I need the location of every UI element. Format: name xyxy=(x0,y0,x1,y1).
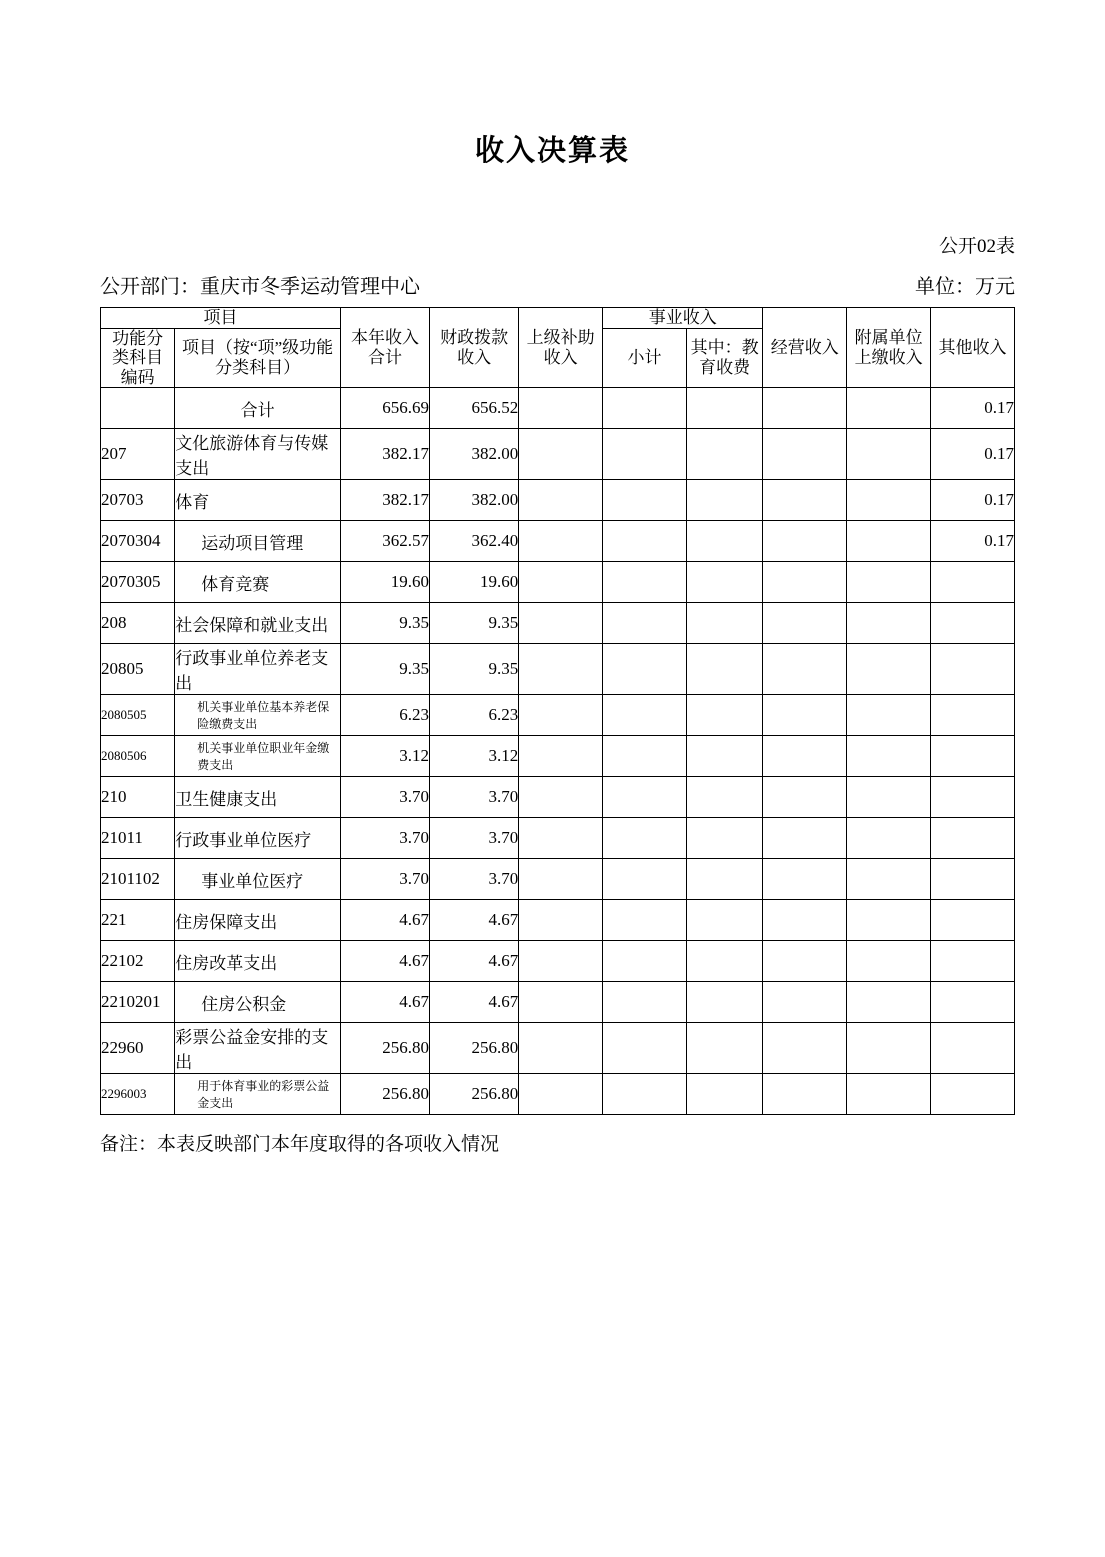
table-row xyxy=(101,480,1015,521)
cell-superior-subsidy xyxy=(519,982,603,1023)
cell-business-subtotal xyxy=(603,644,687,695)
table-row xyxy=(101,1023,1015,1074)
cell-education-fee xyxy=(686,900,762,941)
cell-business-subtotal xyxy=(603,480,687,521)
header-affiliate-line1: 附属单位 xyxy=(854,328,923,348)
header-year-total xyxy=(340,308,429,388)
cell-function-code: 20805 xyxy=(101,644,175,695)
cell-year-total: 9.35 xyxy=(340,603,429,644)
cell-fiscal-appropriation: 3.70 xyxy=(430,777,519,818)
cell-year-total: 256.80 xyxy=(340,1074,429,1115)
cell-operating-income xyxy=(763,941,847,982)
cell-superior-subsidy xyxy=(519,480,603,521)
cell-other-income xyxy=(931,736,1015,777)
cell-operating-income xyxy=(763,521,847,562)
header-function-code xyxy=(101,328,175,388)
cell-item-name: 运动项目管理 xyxy=(175,521,341,562)
cell-affiliate-remittance xyxy=(847,900,931,941)
cell-item-name: 住房公积金 xyxy=(175,982,341,1023)
header-operating-income: 经营收入 xyxy=(763,308,847,388)
cell-year-total: 4.67 xyxy=(340,900,429,941)
cell-superior-subsidy xyxy=(519,859,603,900)
header-function-code-line2: 类科目 xyxy=(112,348,164,368)
cell-year-total: 4.67 xyxy=(340,941,429,982)
header-item-group: 项目 xyxy=(101,308,341,329)
table-row xyxy=(101,388,1015,429)
cell-superior-subsidy xyxy=(519,736,603,777)
cell-education-fee xyxy=(686,859,762,900)
cell-superior-subsidy xyxy=(519,603,603,644)
table-container xyxy=(0,307,1105,1115)
header-business-income: 事业收入 xyxy=(603,308,763,329)
cell-business-subtotal xyxy=(603,562,687,603)
cell-other-income xyxy=(931,562,1015,603)
cell-business-subtotal xyxy=(603,941,687,982)
cell-superior-subsidy xyxy=(519,429,603,480)
cell-item-name: 体育竞赛 xyxy=(175,562,341,603)
cell-year-total: 256.80 xyxy=(340,1023,429,1074)
cell-affiliate-remittance xyxy=(847,695,931,736)
cell-function-code: 22960 xyxy=(101,1023,175,1074)
cell-operating-income xyxy=(763,695,847,736)
table-row xyxy=(101,900,1015,941)
cell-function-code: 210 xyxy=(101,777,175,818)
cell-business-subtotal xyxy=(603,695,687,736)
cell-item-name: 行政事业单位养老支出 xyxy=(175,644,341,695)
cell-year-total: 4.67 xyxy=(340,982,429,1023)
cell-business-subtotal xyxy=(603,521,687,562)
cell-other-income: 0.17 xyxy=(931,521,1015,562)
cell-fiscal-appropriation: 3.70 xyxy=(430,818,519,859)
header-superior-subsidy xyxy=(519,308,603,388)
cell-item-name: 住房改革支出 xyxy=(175,941,341,982)
header-affiliate-remittance xyxy=(847,308,931,388)
cell-affiliate-remittance xyxy=(847,777,931,818)
header-subtotal: 小计 xyxy=(603,328,687,388)
cell-education-fee xyxy=(686,982,762,1023)
cell-education-fee xyxy=(686,644,762,695)
cell-education-fee xyxy=(686,695,762,736)
cell-operating-income xyxy=(763,900,847,941)
cell-other-income: 0.17 xyxy=(931,429,1015,480)
cell-fiscal-appropriation: 6.23 xyxy=(430,695,519,736)
header-superior-line2: 收入 xyxy=(543,347,578,367)
table-row xyxy=(101,1074,1015,1115)
header-other-income: 其他收入 xyxy=(931,308,1015,388)
cell-item-name: 行政事业单位医疗 xyxy=(175,818,341,859)
cell-function-code: 2296003 xyxy=(101,1074,175,1115)
header-fiscal-appropriation xyxy=(430,308,519,388)
cell-item-name: 卫生健康支出 xyxy=(175,777,341,818)
cell-education-fee xyxy=(686,388,762,429)
cell-item-name: 文化旅游体育与传媒支出 xyxy=(175,429,341,480)
table-row xyxy=(101,859,1015,900)
cell-operating-income xyxy=(763,1023,847,1074)
cell-superior-subsidy xyxy=(519,1023,603,1074)
cell-function-code xyxy=(101,388,175,429)
table-note: 备注：本表反映部门本年度取得的各项收入情况 xyxy=(100,1134,500,1156)
cell-operating-income xyxy=(763,480,847,521)
table-row xyxy=(101,941,1015,982)
table-row xyxy=(101,644,1015,695)
cell-education-fee xyxy=(686,603,762,644)
header-education-fee xyxy=(686,328,762,388)
cell-operating-income xyxy=(763,777,847,818)
header-row-1 xyxy=(101,308,1015,329)
cell-business-subtotal xyxy=(603,900,687,941)
header-fiscal-line1: 财政拨款 xyxy=(440,328,509,348)
header-affiliate-line2: 上缴收入 xyxy=(854,347,923,367)
cell-function-code: 2070304 xyxy=(101,521,175,562)
cell-affiliate-remittance xyxy=(847,941,931,982)
cell-function-code: 2210201 xyxy=(101,982,175,1023)
cell-superior-subsidy xyxy=(519,818,603,859)
table-row xyxy=(101,521,1015,562)
cell-superior-subsidy xyxy=(519,1074,603,1115)
cell-operating-income xyxy=(763,603,847,644)
cell-superior-subsidy xyxy=(519,900,603,941)
income-final-accounts-table xyxy=(100,307,1015,1115)
cell-operating-income xyxy=(763,818,847,859)
cell-item-name: 合计 xyxy=(175,388,341,429)
cell-item-name: 彩票公益金安排的支出 xyxy=(175,1023,341,1074)
cell-business-subtotal xyxy=(603,1074,687,1115)
table-body xyxy=(101,388,1015,1115)
cell-superior-subsidy xyxy=(519,562,603,603)
cell-year-total: 3.70 xyxy=(340,818,429,859)
cell-function-code: 207 xyxy=(101,429,175,480)
cell-other-income xyxy=(931,777,1015,818)
cell-function-code: 2080506 xyxy=(101,736,175,777)
cell-operating-income xyxy=(763,736,847,777)
cell-affiliate-remittance xyxy=(847,480,931,521)
cell-item-name: 机关事业单位职业年金缴费支出 xyxy=(175,736,341,777)
cell-operating-income xyxy=(763,1074,847,1115)
cell-year-total: 19.60 xyxy=(340,562,429,603)
table-row xyxy=(101,982,1015,1023)
meta-row xyxy=(0,270,1105,299)
cell-operating-income xyxy=(763,429,847,480)
table-row xyxy=(101,562,1015,603)
header-education-fee-line1: 其中：教 xyxy=(690,338,759,358)
cell-other-income xyxy=(931,859,1015,900)
cell-education-fee xyxy=(686,818,762,859)
table-row xyxy=(101,736,1015,777)
header-year-total-line2: 合计 xyxy=(367,347,402,367)
table-row xyxy=(101,603,1015,644)
cell-other-income: 0.17 xyxy=(931,480,1015,521)
cell-education-fee xyxy=(686,777,762,818)
cell-education-fee xyxy=(686,480,762,521)
header-fiscal-line2: 收入 xyxy=(457,347,492,367)
cell-affiliate-remittance xyxy=(847,388,931,429)
cell-fiscal-appropriation: 9.35 xyxy=(430,603,519,644)
cell-function-code: 22102 xyxy=(101,941,175,982)
cell-fiscal-appropriation: 256.80 xyxy=(430,1023,519,1074)
document-page xyxy=(0,128,1105,1557)
cell-superior-subsidy xyxy=(519,388,603,429)
cell-item-name: 社会保障和就业支出 xyxy=(175,603,341,644)
cell-function-code: 2101102 xyxy=(101,859,175,900)
cell-education-fee xyxy=(686,429,762,480)
cell-other-income xyxy=(931,900,1015,941)
cell-fiscal-appropriation: 362.40 xyxy=(430,521,519,562)
cell-superior-subsidy xyxy=(519,695,603,736)
cell-education-fee xyxy=(686,521,762,562)
cell-operating-income xyxy=(763,644,847,695)
cell-affiliate-remittance xyxy=(847,521,931,562)
cell-superior-subsidy xyxy=(519,644,603,695)
cell-operating-income xyxy=(763,982,847,1023)
cell-year-total: 382.17 xyxy=(340,480,429,521)
cell-year-total: 362.57 xyxy=(340,521,429,562)
cell-function-code: 2080505 xyxy=(101,695,175,736)
cell-operating-income xyxy=(763,388,847,429)
cell-operating-income xyxy=(763,859,847,900)
cell-other-income xyxy=(931,1074,1015,1115)
cell-fiscal-appropriation: 256.80 xyxy=(430,1074,519,1115)
cell-fiscal-appropriation: 19.60 xyxy=(430,562,519,603)
form-code-label: 公开02表 xyxy=(938,236,1015,257)
cell-business-subtotal xyxy=(603,388,687,429)
header-function-code-line3: 编码 xyxy=(120,367,155,387)
cell-item-name: 用于体育事业的彩票公益金支出 xyxy=(175,1074,341,1115)
cell-superior-subsidy xyxy=(519,521,603,562)
cell-education-fee xyxy=(686,1023,762,1074)
cell-other-income xyxy=(931,644,1015,695)
department-label: 公开部门：重庆市冬季运动管理中心 xyxy=(100,276,420,298)
cell-affiliate-remittance xyxy=(847,818,931,859)
header-function-code-line1: 功能分 xyxy=(112,328,164,348)
cell-education-fee xyxy=(686,562,762,603)
cell-year-total: 3.12 xyxy=(340,736,429,777)
cell-affiliate-remittance xyxy=(847,644,931,695)
table-row xyxy=(101,818,1015,859)
cell-education-fee xyxy=(686,941,762,982)
cell-fiscal-appropriation: 382.00 xyxy=(430,429,519,480)
cell-function-code: 21011 xyxy=(101,818,175,859)
cell-function-code: 221 xyxy=(101,900,175,941)
cell-item-name: 事业单位医疗 xyxy=(175,859,341,900)
cell-other-income xyxy=(931,603,1015,644)
cell-fiscal-appropriation: 3.70 xyxy=(430,859,519,900)
cell-affiliate-remittance xyxy=(847,1074,931,1115)
cell-other-income xyxy=(931,941,1015,982)
cell-function-code: 208 xyxy=(101,603,175,644)
cell-function-code: 2070305 xyxy=(101,562,175,603)
unit-label: 单位：万元 xyxy=(915,276,1015,298)
cell-business-subtotal xyxy=(603,859,687,900)
cell-fiscal-appropriation: 9.35 xyxy=(430,644,519,695)
cell-business-subtotal xyxy=(603,818,687,859)
table-row xyxy=(101,777,1015,818)
cell-year-total: 3.70 xyxy=(340,859,429,900)
cell-education-fee xyxy=(686,1074,762,1115)
cell-business-subtotal xyxy=(603,982,687,1023)
cell-operating-income xyxy=(763,562,847,603)
table-row xyxy=(101,429,1015,480)
cell-fiscal-appropriation: 4.67 xyxy=(430,900,519,941)
cell-fiscal-appropriation: 656.52 xyxy=(430,388,519,429)
cell-fiscal-appropriation: 4.67 xyxy=(430,941,519,982)
cell-other-income: 0.17 xyxy=(931,388,1015,429)
header-year-total-line1: 本年收入 xyxy=(350,328,419,348)
cell-fiscal-appropriation: 4.67 xyxy=(430,982,519,1023)
cell-year-total: 3.70 xyxy=(340,777,429,818)
page-title: 收入决算表 xyxy=(474,135,630,167)
cell-year-total: 9.35 xyxy=(340,644,429,695)
cell-affiliate-remittance xyxy=(847,562,931,603)
cell-item-name: 机关事业单位基本养老保险缴费支出 xyxy=(175,695,341,736)
cell-superior-subsidy xyxy=(519,941,603,982)
table-header xyxy=(101,308,1015,388)
cell-function-code: 20703 xyxy=(101,480,175,521)
header-education-fee-line2: 育收费 xyxy=(699,357,751,377)
cell-education-fee xyxy=(686,736,762,777)
header-item-name: 项目（按“项”级功能分类科目） xyxy=(175,328,341,388)
cell-affiliate-remittance xyxy=(847,859,931,900)
cell-business-subtotal xyxy=(603,429,687,480)
cell-other-income xyxy=(931,1023,1015,1074)
cell-affiliate-remittance xyxy=(847,1023,931,1074)
table-row xyxy=(101,695,1015,736)
cell-affiliate-remittance xyxy=(847,736,931,777)
cell-year-total: 656.69 xyxy=(340,388,429,429)
cell-affiliate-remittance xyxy=(847,603,931,644)
cell-fiscal-appropriation: 382.00 xyxy=(430,480,519,521)
cell-business-subtotal xyxy=(603,1023,687,1074)
cell-business-subtotal xyxy=(603,736,687,777)
header-superior-line1: 上级补助 xyxy=(526,328,595,348)
cell-affiliate-remittance xyxy=(847,982,931,1023)
cell-fiscal-appropriation: 3.12 xyxy=(430,736,519,777)
cell-affiliate-remittance xyxy=(847,429,931,480)
cell-year-total: 382.17 xyxy=(340,429,429,480)
cell-item-name: 体育 xyxy=(175,480,341,521)
cell-other-income xyxy=(931,695,1015,736)
cell-item-name: 住房保障支出 xyxy=(175,900,341,941)
cell-business-subtotal xyxy=(603,777,687,818)
cell-other-income xyxy=(931,982,1015,1023)
cell-other-income xyxy=(931,818,1015,859)
cell-business-subtotal xyxy=(603,603,687,644)
cell-year-total: 6.23 xyxy=(340,695,429,736)
cell-superior-subsidy xyxy=(519,777,603,818)
